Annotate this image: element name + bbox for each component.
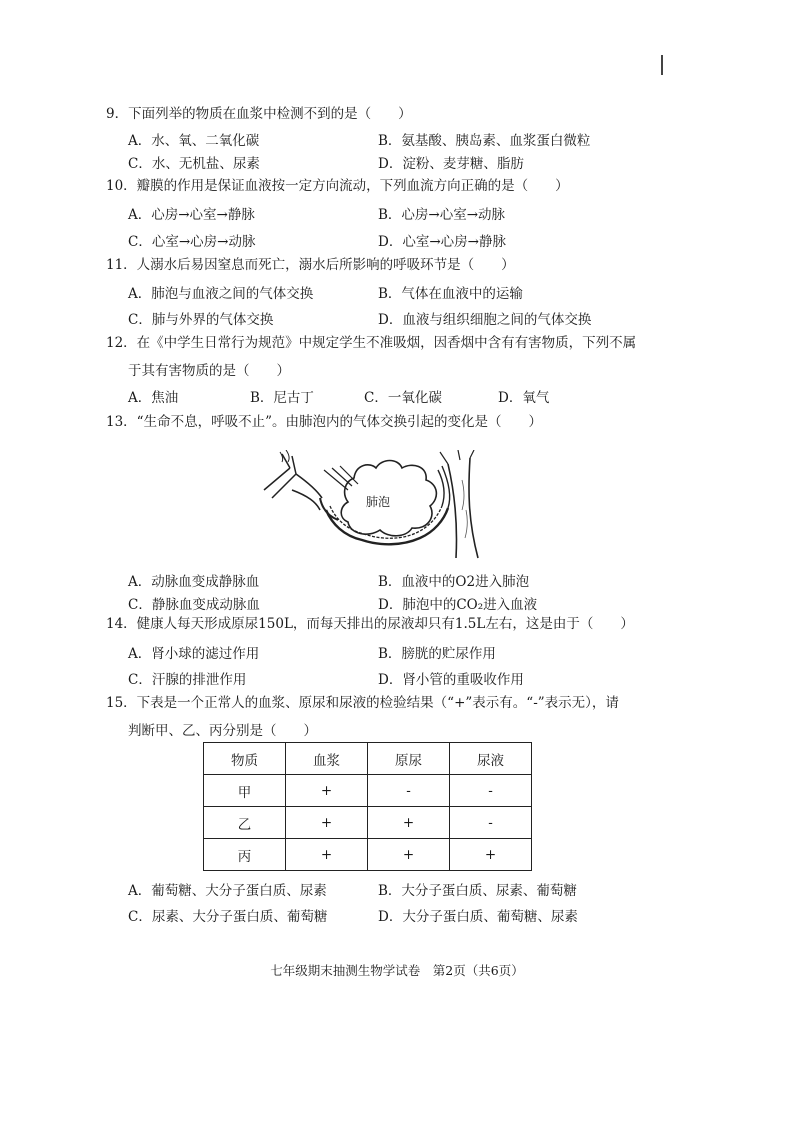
q10-option-c: C．心室→心房→动脉 [128,234,256,250]
q14-option-a: A．肾小球的滤过作用 [128,646,260,662]
q13-option-b: B．血液中的O2进入肺泡 [378,574,530,590]
question-9-stem: 9．下面列举的物质在血浆中检测不到的是（ ） [106,106,412,122]
q12-option-d: D．氧气 [498,390,550,406]
q15-option-d: D．大分子蛋白质、葡萄糖、尿素 [378,909,578,925]
q11-option-a: A．肺泡与血液之间的气体交换 [128,286,314,302]
table-cell: - [450,807,532,839]
table-header-cell: 尿液 [450,743,532,775]
q10-option-a: A．心房→心室→静脉 [128,207,255,223]
q11-option-d: D．血液与组织细胞之间的气体交换 [378,312,592,328]
q14-option-c: C．汗腺的排泄作用 [128,672,247,688]
q12-option-c: C．一氧化碳 [364,390,442,406]
table-header-cell: 物质 [204,743,286,775]
table-cell: - [368,775,450,807]
table-cell: + [368,839,450,871]
page-footer: 七年级期末抽测生物学试卷 第2页（共6页） [270,963,524,978]
question-12-stem-cont: 于其有害物质的是（ ） [128,363,290,379]
q11-option-c: C．肺与外界的气体交换 [128,312,274,328]
question-13-stem: 13．“生命不息，呼吸不止”。由肺泡内的气体交换引起的变化是（ ） [106,414,542,430]
question-12-stem: 12．在《中学生日常行为规范》中规定学生不准吸烟，因香烟中含有有害物质，下列不属 [106,335,637,351]
q9-option-a: A．水、氧、二氧化碳 [128,133,260,149]
alveolus-label: 肺泡 [366,495,391,509]
table-row [204,775,532,807]
q9-option-b: B．氨基酸、胰岛素、血浆蛋白微粒 [378,133,591,149]
table-row [204,839,532,871]
table-cell: + [286,839,368,871]
q11-option-b: B．气体在血液中的运输 [378,286,523,302]
q14-option-b: B．膀胱的贮尿作用 [378,646,496,662]
question-15-stem-cont: 判断甲、乙、丙分别是（ ） [128,723,317,739]
q15-option-a: A．葡萄糖、大分子蛋白质、尿素 [128,883,327,899]
table-cell: 乙 [204,807,286,839]
test-results-table [203,742,532,871]
q12-option-a: A．焦油 [128,390,179,406]
table-cell: + [368,807,450,839]
q13-option-a: A．动脉血变成静脉血 [128,574,260,590]
table-cell: + [286,807,368,839]
table-cell: 甲 [204,775,286,807]
alveolus-diagram [262,450,506,560]
question-15-stem: 15．下表是一个正常人的血浆、原尿和尿液的检验结果（“+”表示有。“-”表示无），请 [106,695,619,711]
table-cell: 丙 [204,839,286,871]
page-edge-mark [661,55,663,75]
question-11-stem: 11．人溺水后易因窒息而死亡，溺水后所影响的呼吸环节是（ ） [106,257,515,273]
q13-option-d: D．肺泡中的CO₂进入血液 [378,597,538,613]
q9-option-d: D．淀粉、麦芽糖、脂肪 [378,156,524,172]
table-cell: + [286,775,368,807]
question-10-stem: 10．瓣膜的作用是保证血液按一定方向流动，下列血流方向正确的是（ ） [106,178,569,194]
q9-option-c: C．水、无机盐、尿素 [128,156,260,172]
q15-option-b: B．大分子蛋白质、尿素、葡萄糖 [378,883,577,899]
table-cell: - [450,775,532,807]
question-14-stem: 14．健康人每天形成原尿150L，而每天排出的尿液却只有1.5L左右，这是由于（ ） [106,616,634,632]
table-cell: + [450,839,532,871]
q10-option-b: B．心房→心室→动脉 [378,207,506,223]
q10-option-d: D．心室→心房→静脉 [378,234,506,250]
table-header-cell: 血浆 [286,743,368,775]
table-row [204,807,532,839]
table-header-row [204,743,532,775]
q14-option-d: D．肾小管的重吸收作用 [378,672,524,688]
q13-option-c: C．静脉血变成动脉血 [128,597,260,613]
table-header-cell: 原尿 [368,743,450,775]
q12-option-b: B．尼古丁 [250,390,314,406]
q15-option-c: C．尿素、大分子蛋白质、葡萄糖 [128,909,328,925]
